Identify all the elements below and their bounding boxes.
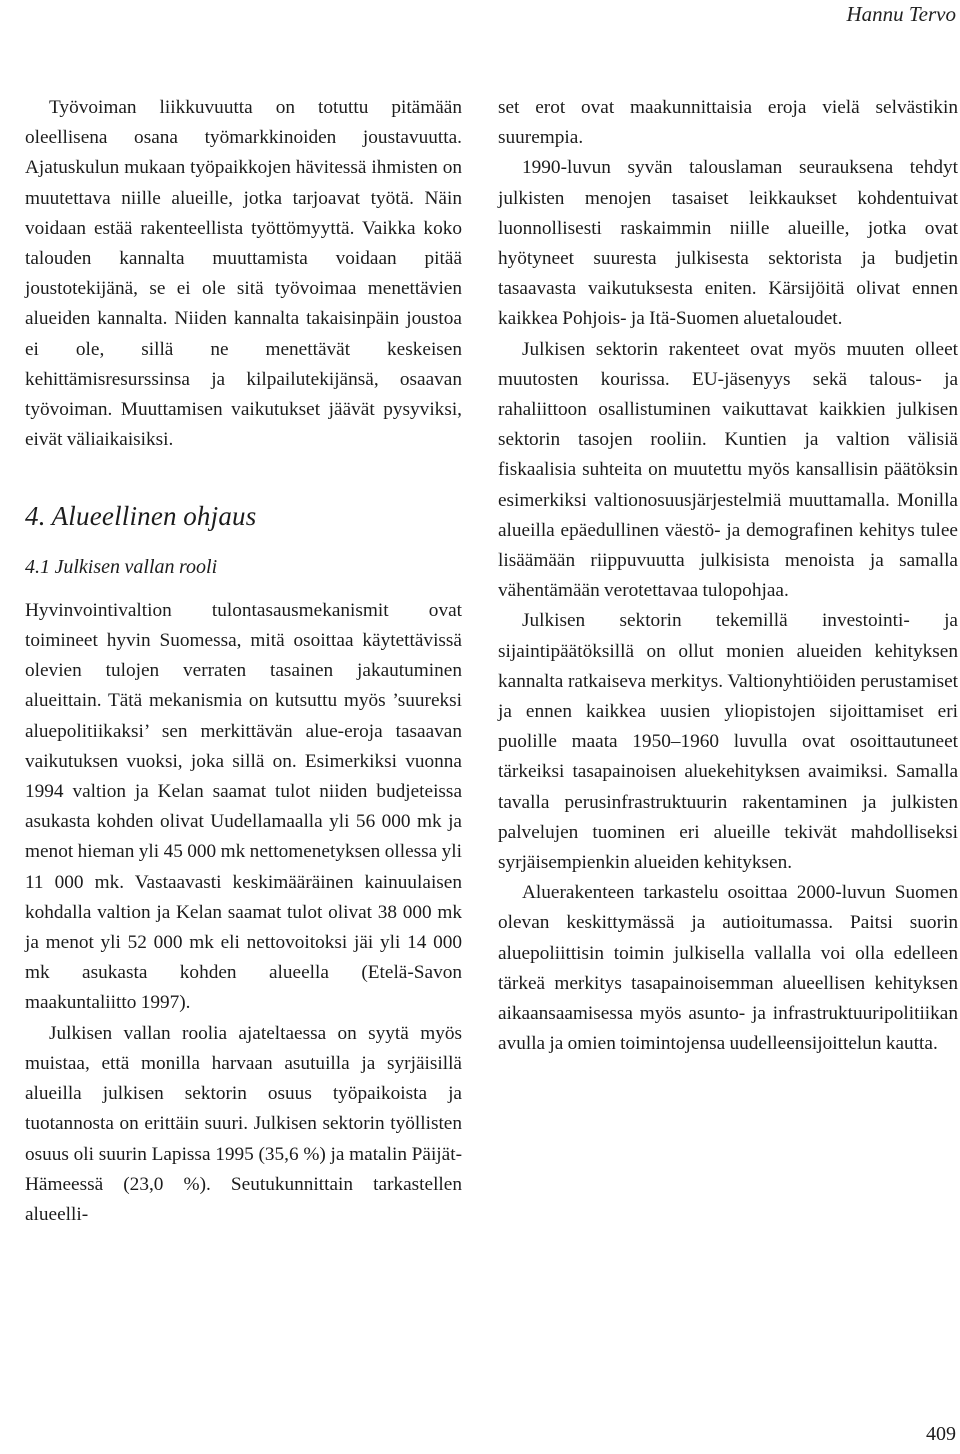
paragraph: 1990-luvun syvän talouslaman seurauksena tehdyt julkisten menojen tasaiset leikkaukset kohdentuivat luonnollisesti raskaimmin niille alueille, jotka ovat hyötyneet suuresta julkisesta sektorista ja budjetin tasaavasta vaikutuksesta eniten. Kärsijöitä olivat ennen kaikkea Pohjois- ja Itä-Suomen aluetaloudet. [498, 157, 958, 330]
paragraph: Aluerakenteen tarkastelu osoittaa 2000-luvun Suomen olevan keskittymässä ja autioitumassa. Paitsi suorin aluepoliittisin toimin julkisella vallalla voi olla edelleen tärkeä merkitys tasapainoisemman alueellisen kehityksen aikaansaamisessa myös asunto- ja infrastruktuuripolitiikan avulla ja omien toimintojensa uudelleensijoittelun kautta. [498, 882, 958, 1055]
page-number: 409 [926, 1423, 956, 1445]
paragraph: Työvoiman liikkuvuutta on totuttu pitämään oleellisena osana työmarkkinoiden joustavuutta. Ajatuskulun mukaan työpaikkojen hävitessä ihmisten on muutettava niille alueille, jotka tarjoavat työtä. Näin voidaan estää rakenteellista työttömyyttä. Vaikka koko talouden kannalta muuttamista voidaan pitää joustotekijänä, se ei ole sitä työvoimaa menettävien alueiden kannalta. Niiden kannalta takaisinpäin joustoa ei ole, sillä ne menettävät keskeisen kehittämisresurssinsa ja kilpailutekijänsä, osaavan työvoiman. Muuttamisen vaikutukset jäävät pysyviksi, eivät väliaikaisiksi. [25, 97, 462, 451]
paragraph: Julkisen sektorin tekemillä investointi- ja sijaintipäätöksillä on ollut monien alueiden kehityksen kannalta ratkaiseva merkitys. Valtionyhtiöiden perustamiset ja ennen kaikkea uusien yliopistojen sijoittamiset eri puolille maata 1950–1960 luvulla ovat osoittautuneet tärkeiksi tasapainoisen aluekehityksen avaimiksi. Samalla tavalla perusinfrastruktuurin rakentaminen ja julkisten palvelujen tuominen eri alueille tekivät mahdolliseksi syrjäisempienkin alueiden kehityksen. [498, 610, 958, 874]
paragraph: Julkisen sektorin rakenteet ovat myös muuten olleet muutosten kourissa. EU-jäsenyys sekä talous- ja rahaliittoon osallistuminen vaikuttavat kaikkien julkisen sektorin tasojen rooliin. Kuntien ja valtion välisiä fiskaalisia suhteita on muutettu myös kansallisin päätöksin esimerkiksi valtionosuusjärjestelmiä muuttamalla. Monilla alueilla epäedullinen väestö- ja demografinen kehitys tulee lisäämään riippuvuutta julkisista menoista ja samalla vähentämään verotettavaa tulopohjaa. [498, 338, 958, 602]
right-column [498, 93, 958, 1060]
section-heading: 4. Alueellinen ohjaus [25, 501, 257, 532]
paragraph: Hyvinvointivaltion tulontasausmekanismit ovat toimineet hyvin Suomessa, mitä osoittaa käytettävissä olevien tulojen verraten tasainen jakautuminen alueittain. Tätä mekanismia on kutsuttu myös ’suureksi aluepolitiikaksi’ sen merkittävän alue-eroja tasaavan vaikutuksen vuoksi, joka sillä on. Esimerkiksi vuonna 1994 valtion ja Kelan saamat tulot niiden budjeteissa asukasta kohden olivat Uudellamaalla yli 56 000 mk ja menot hieman yli 45 000 mk nettomenetyksen ollessa yli 11 000 mk. Vastaavasti keskimääräinen kainuulaisen kohdalla valtion ja Kelan saamat tulot olivat 38 000 mk ja menot yli 52 000 mk eli nettovoitoksi jäi yli 14 000 mk asukasta kohden alueella (Etelä-Savon maakuntaliitto 1997). [25, 599, 462, 1014]
subsection-heading: 4.1 Julkisen vallan rooli [25, 555, 218, 578]
running-head-author: Hannu Tervo [846, 2, 956, 26]
paragraph-continuation: set erot ovat maakunnittaisia eroja vielä selvästikin suurempia. [498, 97, 958, 149]
left-column [25, 93, 462, 1230]
paragraph: Julkisen vallan roolia ajateltaessa on syytä myös muistaa, että monilla harvaan asutuilla ja syrjäisillä alueilla julkisen sektorin osuus työpaikoista ja tuotannosta on erittäin suuri. Julkisen sektorin työllisten osuus oli suurin Lapissa 1995 (35,6 %) ja matalin Päijät-Hämeessä (23,0 %). Seutukunnittain tarkastellen alueelli- [25, 1022, 462, 1225]
